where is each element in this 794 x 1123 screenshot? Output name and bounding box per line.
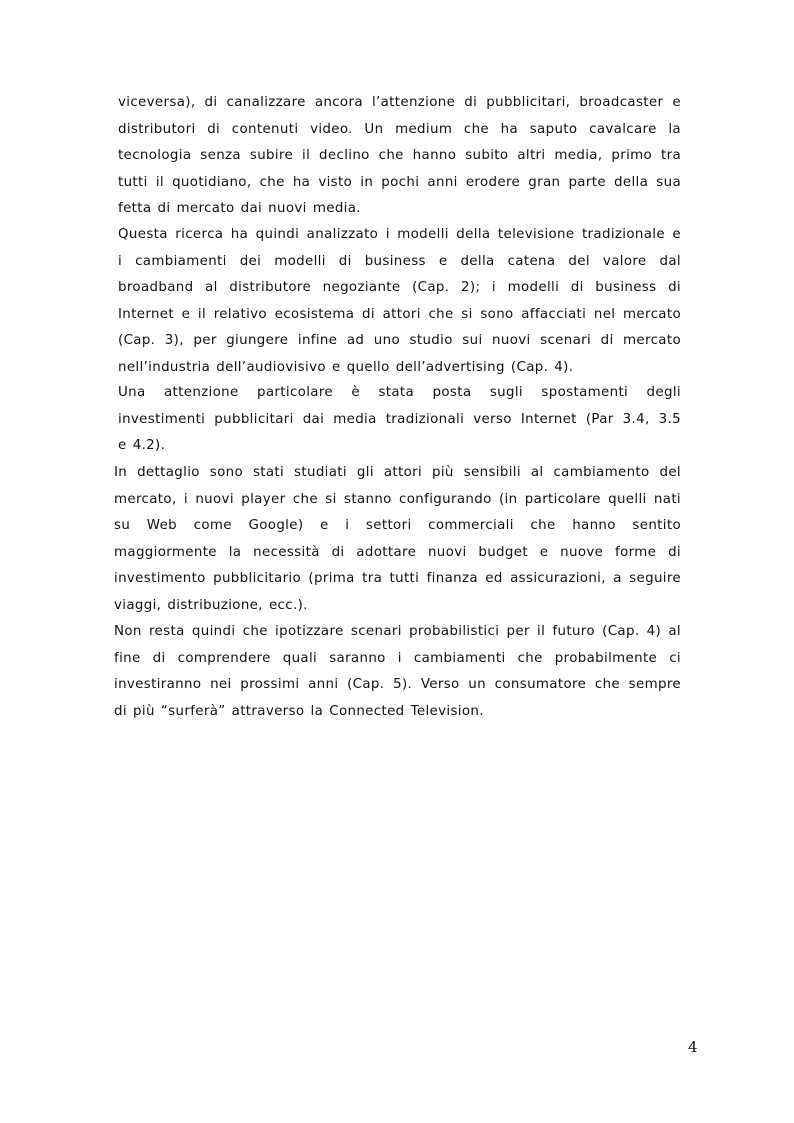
- text-line: tutti il quotidiano, che ha visto in pochi anni erodere gran parte della sua: [118, 174, 681, 190]
- text-line: investiranno nei prossimi anni (Cap. 5). Verso un consumatore che sempre: [114, 677, 681, 692]
- text-line: Non resta quindi che ipotizzare scenari probabilistici per il futuro (Cap. 4) al: [114, 624, 681, 639]
- text-line: Una attenzione particolare è stata posta sugli spostamenti degli: [118, 385, 681, 400]
- text-line: Internet e il relativo ecosistema di attori che si sono affacciati nel mercato: [118, 306, 681, 322]
- text-line: In dettaglio sono stati studiati gli attori più sensibili al cambiamento del: [114, 465, 681, 480]
- paragraph-4: [114, 460, 681, 619]
- page-number: 4: [688, 1038, 698, 1056]
- text-line: distributori di contenuti video. Un medium che ha saputo cavalcare la: [118, 121, 681, 137]
- text-line: viaggi, distribuzione, ecc.).: [114, 597, 308, 613]
- text-line: di più “surferà” attraverso la Connected Television.: [114, 703, 484, 719]
- text-line: fine di comprendere quali saranno i cambiamenti che probabilmente ci: [114, 650, 681, 666]
- text-line: viceversa), di canalizzare ancora l’attenzione di pubblicitari, broadcaster e: [118, 95, 681, 110]
- text-line: tecnologia senza subire il declino che hanno subito altri media, primo tra: [118, 148, 681, 163]
- text-line: i cambiamenti dei modelli di business e della catena del valore dal: [118, 253, 681, 269]
- paragraph-1: [118, 90, 681, 223]
- text-line: mercato, i nuovi player che si stanno configurando (in particolare quelli nati: [114, 491, 681, 507]
- paragraph-2: [118, 222, 681, 381]
- text-line: broadband al distributore negoziante (Cap. 2); i modelli di business di: [118, 280, 681, 295]
- text-line: fetta di mercato dai nuovi media.: [118, 201, 361, 216]
- paragraph-3: [118, 380, 681, 460]
- text-line: e 4.2).: [118, 438, 166, 453]
- text-line: maggiormente la necessità di adottare nuovi budget e nuove forme di: [114, 544, 681, 560]
- text-line: (Cap. 3), per giungere infine ad uno studio sui nuovi scenari di mercato: [118, 333, 681, 348]
- text-line: nell’industria dell’audiovisivo e quello dell’advertising (Cap. 4).: [118, 359, 574, 375]
- text-line: Questa ricerca ha quindi analizzato i modelli della televisione tradizionale e: [118, 227, 681, 242]
- text-line: investimenti pubblicitari dai media tradizionali verso Internet (Par 3.4, 3.5: [118, 411, 681, 427]
- paragraph-5: [114, 619, 681, 725]
- text-line: su Web come Google) e i settori commerciali che hanno sentito: [114, 518, 681, 533]
- text-line: investimento pubblicitario (prima tra tutti finanza ed assicurazioni, a seguire: [114, 571, 681, 586]
